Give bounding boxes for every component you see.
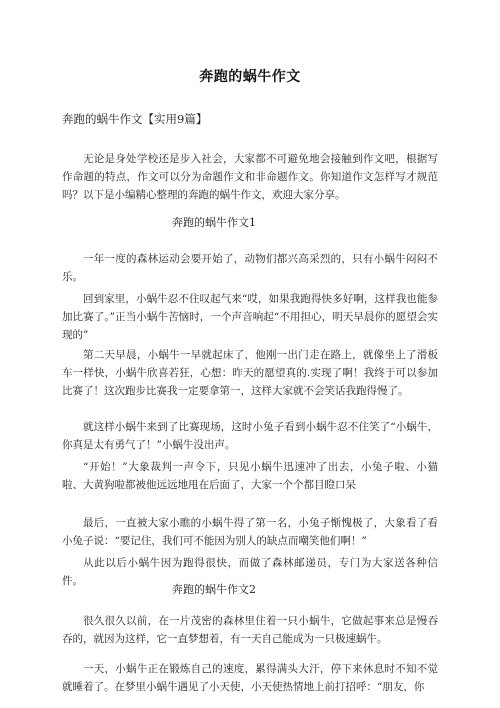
paragraph: 一天，小蜗牛正在锻炼自己的速度，累得满头大汗，停下来休息时不知不觉就睡着了。在梦里小蜗牛遇见了小天使，小天使热情地上前打招呼：“朋友，你 [62,663,438,693]
intro-paragraph: 无论是身处学校还是步入社会，大家都不可避免地会接触到作文吧，根据写作命题的特点，作文可以分为命题作文和非命题作文。你知道作文怎样写才规范吗？以下是小编精心整理的奔跑的蜗牛作文，欢迎大家分享。 [62,153,438,201]
section-heading-2: 奔跑的蜗牛作文2 [172,583,256,596]
paragraph: 最后，一直被大家小瞧的小蜗牛得了第一名，小兔子惭愧极了，大象看了看小兔子说：“要记住，我们可不能因为别人的缺点而嘲笑他们啊！” [62,517,438,547]
document-subtitle: 奔跑的蜗牛作文【实用9篇】 [62,112,208,126]
paragraph: 就这样小蜗牛来到了比赛现场，这时小兔子看到小蜗牛忍不住笑了“小蜗牛，你真是太有勇气了！”小蜗牛没出声。 [62,421,438,451]
paragraph: 很久很久以前，在一片茂密的森林里住着一只小蜗牛，它做起事来总是慢吞吞的，就因为这样，它一直梦想着，有一天自己能成为一只极速蜗牛。 [62,615,438,645]
document-title: 奔跑的蜗牛作文 [199,69,301,85]
section-heading-1: 奔跑的蜗牛作文1 [172,216,256,229]
paragraph: “开始！”大象裁判一声令下，只见小蜗牛迅速冲了出去，小兔子啦、小猫啦、大黄狗啦都被他远远地甩在后面了，大家一个个都目瞪口呆 [62,461,438,491]
paragraph: 第二天早晨，小蜗牛一早就起床了，他刚一出门走在路上，就像坐上了滑板车一样快，小蜗牛欣喜若狂，心想：昨天的愿望真的.实现了啊！我终于可以参加比赛了！这次跑步比赛我一定要拿第一，这样大家就不会笑话我跑得慢了。 [62,349,438,397]
paragraph: 回到家里，小蜗牛忍不住叹起气来“哎，如果我跑得快多好啊，这样我也能参加比赛了。”正当小蜗牛苦恼时，一个声音响起“不用担心，明天早晨你的愿望会实现的” [62,293,438,341]
paragraph: 一年一度的森林运动会要开始了，动物们都兴高采烈的，只有小蜗牛闷闷不乐。 [62,253,438,283]
paragraph: 从此以后小蜗牛因为跑得很快，而做了森林邮递员，专门为大家送各种信件。 [62,557,438,587]
